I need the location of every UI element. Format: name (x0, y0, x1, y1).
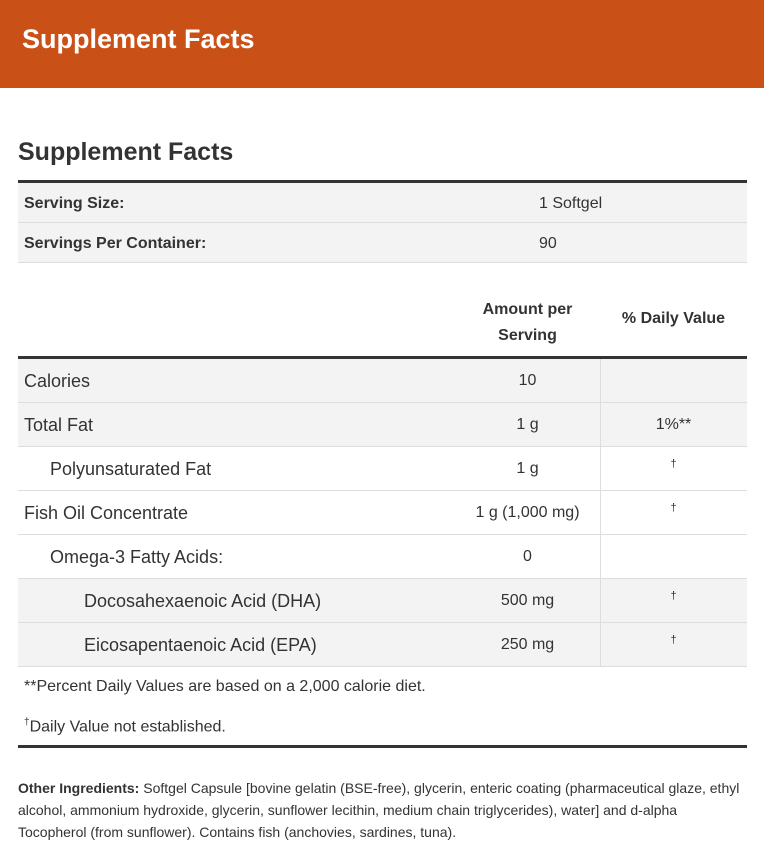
nutrient-amount: 1 g (516, 416, 539, 433)
nutrient-daily-value: † (670, 502, 677, 514)
header-banner (0, 0, 764, 88)
amount-header-line2: Serving (498, 327, 557, 344)
other-ingredients-text: Softgel Capsule [bovine gelatin (BSE-free), glycerin, enteric coating (pharmaceutical glaze, ethyl alcohol, ammonium hydroxide, glycerin, sunflower lecithin, medium chain triglycerides), water] and d-alpha Tocopherol (from sunflower). Contains fish (anchovies, sardines, tuna). (18, 780, 740, 840)
amount-header-line1: Amount per (482, 301, 573, 318)
other-ingredients (18, 777, 748, 843)
nutrient-daily-value: † (670, 458, 677, 470)
nutrient-name: Polyunsaturated Fat (50, 459, 212, 479)
serving-size-label: Serving Size: (24, 195, 125, 212)
servings-per-container-value: 90 (539, 235, 557, 252)
serving-size-row (18, 183, 747, 223)
dagger-symbol: † (24, 717, 30, 728)
nutrient-name: Eicosapentaenoic Acid (EPA) (84, 635, 317, 655)
nutrient-row-polyunsaturated-fat (18, 447, 747, 491)
nutrient-row-dha (18, 579, 747, 623)
percent-daily-value-note: **Percent Daily Values are based on a 2,000 calorie diet. (24, 678, 426, 695)
nutrient-amount: 500 mg (500, 592, 555, 609)
nutrient-daily-value: 1%** (655, 416, 692, 433)
nutrient-row-calories (18, 359, 747, 403)
nutrient-name: Fish Oil Concentrate (24, 503, 189, 523)
dagger-note-text: Daily Value not established. (29, 718, 226, 736)
nutrient-amount: 1 g (516, 460, 539, 477)
nutrient-amount: 0 (523, 548, 532, 565)
servings-per-container-row (18, 223, 747, 263)
nutrient-daily-value: † (670, 634, 677, 646)
nutrient-row-omega-3 (18, 535, 747, 579)
amount-per-serving-header (455, 297, 600, 349)
other-ingredients-label: Other Ingredients: (18, 780, 140, 796)
nutrient-name: Total Fat (24, 415, 94, 435)
dagger-note (24, 717, 226, 736)
nutrient-daily-value: † (670, 590, 677, 602)
nutrient-amount: 250 mg (500, 636, 555, 653)
section-title: Supplement Facts (18, 138, 234, 166)
nutrient-name: Calories (24, 371, 91, 391)
nutrient-name: Omega-3 Fatty Acids: (50, 547, 224, 567)
servings-per-container-label: Servings Per Container: (24, 235, 207, 252)
nutrient-row-total-fat (18, 403, 747, 447)
nutrient-row-epa (18, 623, 747, 667)
bottom-rule (18, 745, 747, 748)
nutrient-row-fish-oil-concentrate (18, 491, 747, 535)
serving-size-value: 1 Softgel (539, 195, 603, 212)
nutrient-amount: 10 (518, 372, 537, 389)
daily-value-header: % Daily Value (621, 310, 726, 327)
banner-title: Supplement Facts (22, 24, 255, 54)
nutrient-amount: 1 g (1,000 mg) (475, 504, 580, 521)
nutrient-name: Docosahexaenoic Acid (DHA) (84, 591, 322, 611)
